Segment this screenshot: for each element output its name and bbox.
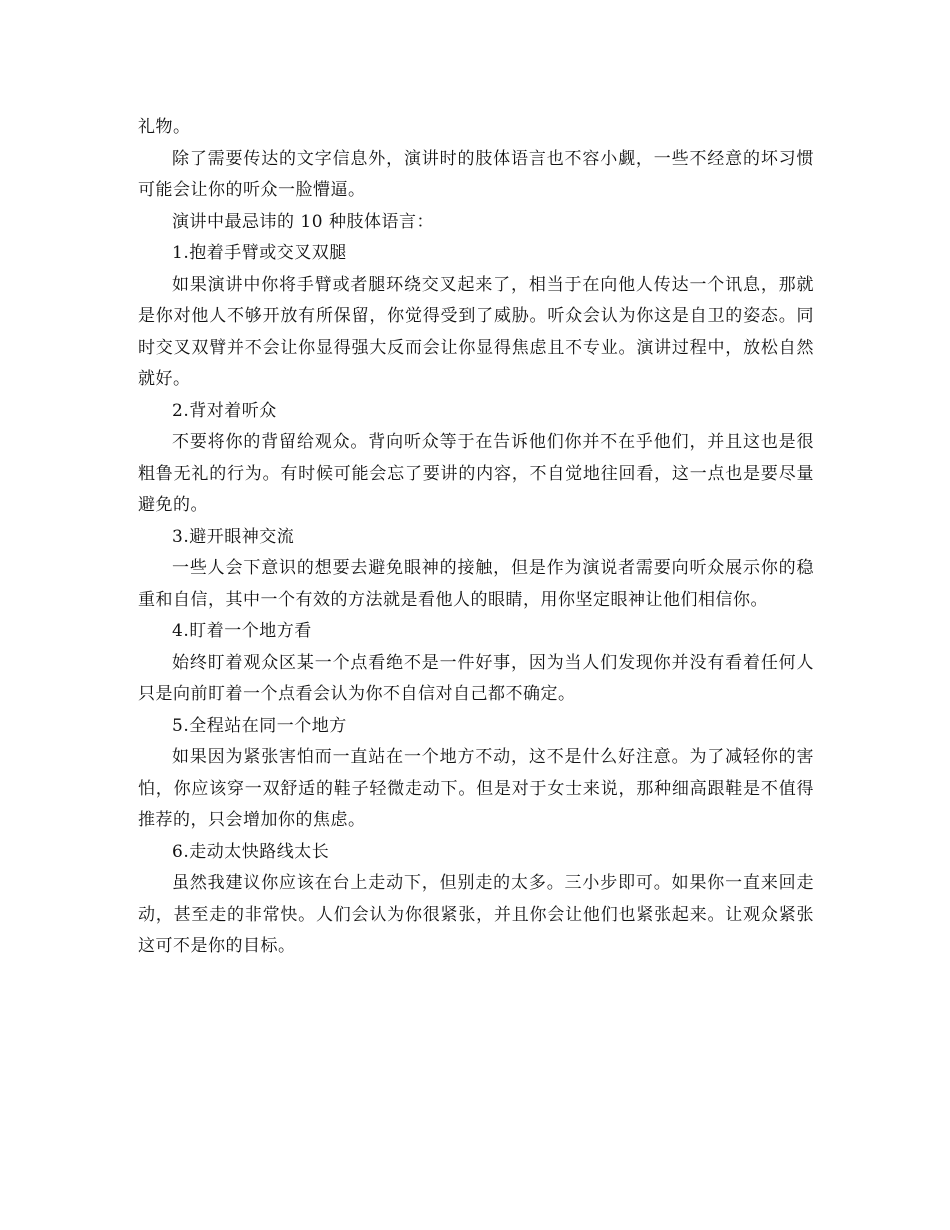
section-body-2: 不要将你的背留给观众。背向听众等于在告诉他们你并不在乎他们，并且这也是很粗鲁无礼的行为。有时候可能会忘了要讲的内容，不自觉地往回看，这一点也是要尽量避免的。: [138, 432, 814, 515]
section-heading-5: 5.全程站在同一个地方: [172, 715, 347, 736]
paragraph-continuation: 礼物。: [138, 117, 191, 137]
document-page: [138, 112, 814, 963]
section-body-5: 如果因为紧张害怕而一直站在一个地方不动，这不是什么好注意。为了减轻你的害怕，你应该穿一双舒适的鞋子轻微走动下。但是对于女士来说，那种细高跟鞋是不值得推荐的，只会增加你的焦虑。: [138, 747, 814, 830]
section-body-4: 始终盯着观众区某一个点看绝不是一件好事，因为当人们发现你并没有看着任何人只是向前盯着一个点看会认为你不自信对自己都不确定。: [138, 652, 814, 704]
section-body-3: 一些人会下意识的想要去避免眼神的接触，但是作为演说者需要向听众展示你的稳重和自信，其中一个有效的方法就是看他人的眼睛，用你坚定眼神让他们相信你。: [138, 558, 814, 610]
section-body-6: 虽然我建议你应该在台上走动下，但别走的太多。三小步即可。如果你一直来回走动，甚至走的非常快。人们会认为你很紧张，并且你会让他们也紧张起来。让观众紧张这可不是你的目标。: [138, 873, 814, 956]
section-heading-6: 6.走动太快路线太长: [172, 841, 330, 862]
paragraph-list-intro: 演讲中最忌讳的 10 种肢体语言：: [172, 211, 434, 232]
paragraph-intro: 除了需要传达的文字信息外，演讲时的肢体语言也不容小觑，一些不经意的坏习惯可能会让你的听众一脸懵逼。: [138, 148, 814, 200]
section-body-1: 如果演讲中你将手臂或者腿环绕交叉起来了，相当于在向他人传达一个讯息，那就是你对他人不够开放有所保留，你觉得受到了威胁。听众会认为你这是自卫的姿态。同时交叉双臂并不会让你显得强大反而会让你显得焦虑且不专业。演讲过程中，放松自然就好。: [138, 274, 814, 389]
section-heading-3: 3.避开眼神交流: [172, 526, 295, 547]
section-heading-1: 1.抱着手臂或交叉双腿: [172, 243, 347, 263]
section-heading-2: 2.背对着听众: [172, 400, 277, 421]
section-heading-4: 4.盯着一个地方看: [172, 621, 312, 641]
